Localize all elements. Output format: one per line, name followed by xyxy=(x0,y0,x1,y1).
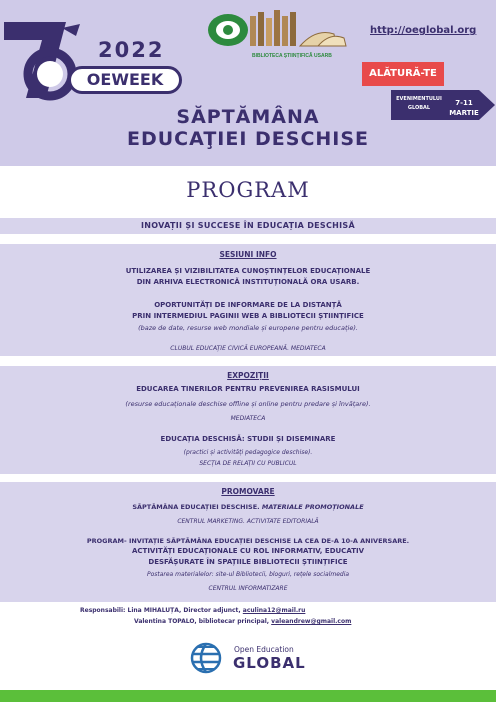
oeweek-brand-label: OEWEEK xyxy=(68,66,182,94)
promotion-item2-line2: ACTIVITĂȚI EDUCAȚIONALE CU ROL INFORMATIV, EDUCATIV xyxy=(132,547,364,555)
title-line1: SĂPTĂMÂNA xyxy=(176,106,320,128)
sessions-section xyxy=(0,244,496,356)
sessions-item2-line2: PRIN INTERMEDIUL PAGINII WEB A BIBLIOTECII ȘTIINȚIFICE xyxy=(132,312,364,320)
year-label: 2022 xyxy=(98,38,165,62)
exhibitions-item1-organizer: MEDIATECA xyxy=(230,415,266,422)
event-date-line1: 7-11 xyxy=(455,99,473,107)
org-name-small: Open Education xyxy=(234,645,294,654)
exhibitions-item2-title: EDUCAȚIA DESCHISĂ: STUDII ȘI DISEMINARE xyxy=(160,435,336,443)
event-label-line2: GLOBAL xyxy=(407,105,431,111)
join-button[interactable]: ALĂTURĂ-TE xyxy=(362,62,444,86)
exhibitions-item2-organizer: SECȚIA DE RELAȚII CU PUBLICUL xyxy=(199,460,297,467)
sessions-item1-line1: UTILIZAREA ȘI VIZIBILITATEA CUNOȘTINȚELOR EDUCAȚIONALE xyxy=(125,267,371,275)
exhibitions-heading: EXPOZIȚII xyxy=(227,371,269,380)
website-link[interactable]: http://oeglobal.org xyxy=(370,25,477,36)
exhibitions-item1-note: (resurse educaționale deschise offline și online pentru predare și învățare). xyxy=(125,400,371,408)
program-heading: PROGRAM xyxy=(186,178,310,202)
sessions-heading: SESIUNI INFO xyxy=(219,250,277,259)
promotion-item2-line1: PROGRAM- INVITAȚIE SĂPTĂMÂNA EDUCAȚIEI DESCHISE LA CEA DE-A 10-A ANIVERSARE. xyxy=(86,537,410,545)
oeweek-7-logo-icon xyxy=(2,14,84,106)
responsible-line2 xyxy=(134,618,351,625)
responsible-label: Responsabili: xyxy=(80,607,126,614)
sessions-item2-line1: OPORTUNITĂȚI DE INFORMARE DE LA DISTANȚĂ xyxy=(154,301,342,309)
promotion-item2-note: Postarea materialelor: site-ul Bibliotecii, bloguri, rețele socialmedia xyxy=(146,571,350,578)
promotion-item1-title xyxy=(0,503,496,511)
exhibitions-item1-title: EDUCAREA TINERILOR PENTRU PREVENIREA RASISMULUI xyxy=(136,385,360,393)
exhibitions-item2-note: (practici și activități pedagogice deschise). xyxy=(183,449,313,456)
library-caption: BIBLIOTECA ȘTIINȚIFICĂ USARB xyxy=(252,53,332,59)
title-line2: EDUCAŢIEI DESCHISE xyxy=(126,128,370,150)
footer-bar xyxy=(0,690,496,702)
responsible-email1-link[interactable]: aculina12@mail.ru xyxy=(242,607,306,614)
responsible-person2: Valentina TOPALO, bibliotecar principal, xyxy=(134,618,270,625)
sessions-item1-line2: DIN ARHIVA ELECTRONICĂ INSTITUȚIONALĂ ORA USARB. xyxy=(136,278,360,286)
responsible-line1 xyxy=(80,607,305,614)
promotion-item2-line3: DESFĂȘURATE ÎN SPAȚIILE BIBLIOTECII ȘTIINȚIFICE xyxy=(148,558,348,566)
promotion-item1-title-italic: MATERIALE PROMOȚIONALE xyxy=(261,503,364,511)
responsible-person1: Lina MIHALUȚA, Director adjunct, xyxy=(127,607,241,614)
event-date-line2: MARTIE xyxy=(449,109,479,117)
open-education-global-globe-icon xyxy=(190,642,222,674)
event-label-line1: EVENIMENTULUI xyxy=(396,96,442,102)
promotion-heading: PROMOVARE xyxy=(221,487,275,496)
promotion-item1-organizer: CENTRUL MARKETING. ACTIVITATE EDITORIALĂ xyxy=(177,518,319,525)
promotion-item1-title-main: SĂPTĂMÂNA EDUCAȚIEI DESCHISE. xyxy=(132,503,260,511)
sessions-organizer: CLUBUL EDUCAȚIE CIVICĂ EUROPEANĂ. MEDIATECA xyxy=(170,345,326,352)
library-logo-icon xyxy=(206,8,348,60)
responsible-email2-link[interactable]: valeandrew@gmail.com xyxy=(271,618,352,625)
program-subtitle: INOVAȚII ȘI SUCCESE ÎN EDUCAȚIA DESCHISĂ xyxy=(141,221,355,230)
sessions-item2-note: (baze de date, resurse web mondiale și europene pentru educație). xyxy=(138,324,358,332)
promotion-item2-organizer: CENTRUL INFORMATIZARE xyxy=(208,585,288,592)
org-name-big: GLOBAL xyxy=(233,654,306,672)
